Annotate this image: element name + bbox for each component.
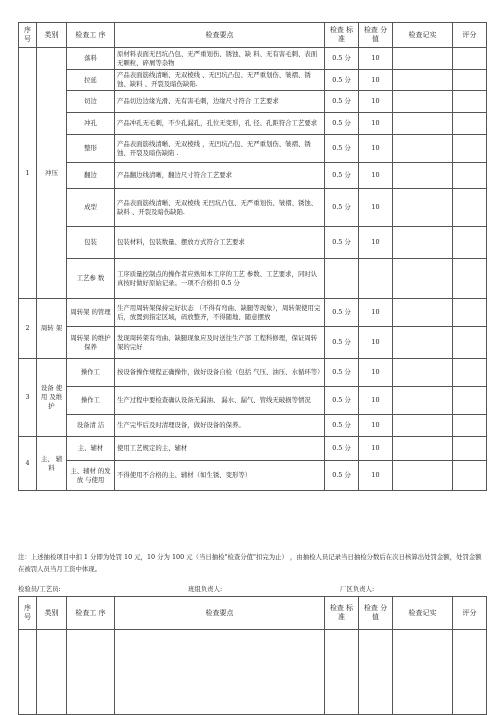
standard-cell: 0.5 分	[325, 461, 359, 491]
standard-cell: 0.5 分	[325, 299, 359, 327]
table-row	[19, 91, 487, 113]
table-row	[19, 461, 487, 491]
check-points-cell: 产品翻边线清晰，翻边尺寸符合工艺要求	[115, 163, 325, 189]
standard-cell: 0.5 分	[325, 227, 359, 259]
process-cell: 周转架 的管理	[67, 299, 115, 327]
check-points-cell: 按设备操作规程正确操作，做好设备自检（包括 气压、油压、水循环等）	[115, 359, 325, 387]
score-cell: 10	[359, 113, 393, 135]
table-row	[19, 163, 487, 189]
record-cell	[393, 113, 453, 135]
group-seq: 2	[19, 299, 37, 359]
rating-cell	[453, 163, 487, 189]
process-cell: 包装	[67, 227, 115, 259]
header-process: 检查工 序	[67, 597, 115, 630]
standard-cell: 0.5 分	[325, 327, 359, 359]
inspection-table	[18, 22, 487, 491]
group-category: 冲压	[37, 48, 67, 299]
plant-head-signature-label: 厂区负责人:	[340, 585, 375, 593]
process-cell: 工艺参 数	[67, 259, 115, 299]
record-cell	[393, 48, 453, 70]
header-seq: 序 号	[19, 597, 37, 630]
table-header-row	[19, 23, 487, 48]
score-cell: 10	[359, 437, 393, 461]
record-cell	[393, 327, 453, 359]
score-cell	[359, 259, 393, 299]
table-header-row	[19, 597, 487, 630]
record-cell	[393, 415, 453, 437]
table-row	[19, 113, 487, 135]
score-cell: 10	[359, 299, 393, 327]
score-cell: 10	[359, 327, 393, 359]
process-cell: 操作工	[67, 387, 115, 415]
rating-cell	[453, 227, 487, 259]
standard-cell: 0.5 分	[325, 70, 359, 91]
check-points-cell: 产品冲孔无毛刺，不少孔漏孔，孔位无变形，孔 径、孔距符合工艺要求	[115, 113, 325, 135]
header-seq: 序 号	[19, 23, 37, 48]
standard-cell: 0.5 分	[325, 189, 359, 227]
check-points-cell: 原材料表面无凹坑凸包、无严重划伤、锈蚀、缺 料、无有害毛刺、表面无颗粒、碎屑等杂物	[115, 48, 325, 70]
process-cell: 拉延	[67, 70, 115, 91]
process-cell: 落料	[67, 48, 115, 70]
score-cell: 10	[359, 227, 393, 259]
standard-cell: 0.5 分	[325, 48, 359, 70]
table-row	[19, 387, 487, 415]
table-row	[19, 48, 487, 70]
blank-inspection-table	[18, 596, 487, 715]
inspector-signature-label: 检验员/工艺员:	[18, 585, 61, 593]
record-cell	[393, 163, 453, 189]
record-cell	[393, 70, 453, 91]
check-points-cell: 工序质量控制点的操作者应熟知本工序的工艺 参数、工艺要求，同时认真按时做好原始记录。一项不合格扣 0.5 分	[115, 259, 325, 299]
record-cell	[393, 387, 453, 415]
table-row	[19, 189, 487, 227]
table-row	[19, 227, 487, 259]
process-cell: 整形	[67, 135, 115, 163]
rating-cell	[453, 91, 487, 113]
score-cell: 10	[359, 135, 393, 163]
process-cell: 主、辅材 的发放 与使用	[67, 461, 115, 491]
group-seq: 4	[19, 437, 37, 491]
rating-cell	[453, 135, 487, 163]
record-cell	[393, 259, 453, 299]
header-record: 检查记实	[393, 597, 453, 630]
group-category: 主、 辅料	[37, 437, 67, 491]
table-row	[19, 70, 487, 91]
table-row	[19, 415, 487, 437]
check-points-cell: 生产用周转架保持完好状态 （不得有弯曲、缺腿等现象），周转架使用完后，放置到指定区域，码放整齐，不得随地、随意摆放	[115, 299, 325, 327]
process-cell: 主、辅材	[67, 437, 115, 461]
record-cell	[393, 359, 453, 387]
rating-cell	[453, 259, 487, 299]
record-cell	[393, 227, 453, 259]
process-cell: 翻边	[67, 163, 115, 189]
team-leader-signature-label: 班组负责人:	[188, 585, 223, 593]
process-cell: 周转架 的维护 保养	[67, 327, 115, 359]
score-cell: 10	[359, 70, 393, 91]
header-score: 检查 分值	[359, 23, 393, 48]
standard-cell: 0.5 分	[325, 437, 359, 461]
table-row	[19, 437, 487, 461]
header-points: 检查要点	[115, 597, 325, 630]
header-category: 类别	[37, 23, 67, 48]
standard-cell: 0.5 分	[325, 113, 359, 135]
check-points-cell: 包装材料，包装数量、摆放方式符合工艺要求	[115, 227, 325, 259]
rating-cell	[453, 70, 487, 91]
header-score: 检查 分值	[359, 597, 393, 630]
process-cell: 操作工	[67, 359, 115, 387]
score-cell: 10	[359, 91, 393, 113]
standard-cell: 0.5 分	[325, 135, 359, 163]
standard-cell: 0.5 分	[325, 415, 359, 437]
header-points: 检查要点	[115, 23, 325, 48]
process-cell: 成型	[67, 189, 115, 227]
check-points-cell: 产品表面筋线清晰、无双棱线 无凹坑凸包、无严重划伤、皱褶、锈蚀、缺料 、开裂及暗伤缺陷.	[115, 189, 325, 227]
rating-cell	[453, 327, 487, 359]
table-row	[19, 135, 487, 163]
rating-cell	[453, 359, 487, 387]
penalty-note: 注：上述抽检项目中扣 1 分即为处罚 10 元，10 分为 100 元（当日抽检"检查分值"扣完为止） ，由抽检人员记录当日抽检分数后在次日核算出处罚金额，处罚金额在被罚人员当月工资中体现。	[18, 553, 482, 573]
check-points-cell: 使用工艺规定的主、辅材	[115, 437, 325, 461]
table-row	[19, 299, 487, 327]
rating-cell	[453, 415, 487, 437]
check-points-cell: 产品表面筋线清晰、无双棱线 、无凹坑凸包、无严重划伤、皱褶、锈蚀、缺料 、开裂及暗伤缺陷.	[115, 70, 325, 91]
check-points-cell: 发现周转架有弯曲、缺腿现象应及时送往生产部 工程科修理，保证周转架的完好	[115, 327, 325, 359]
header-rating: 评分	[453, 597, 487, 630]
header-category: 类别	[37, 597, 67, 630]
header-standard: 检查 标准	[325, 597, 359, 630]
standard-cell: 0.5 分	[325, 91, 359, 113]
table-row	[19, 359, 487, 387]
header-record: 检查记实	[393, 23, 453, 48]
record-cell	[393, 461, 453, 491]
standard-cell: 0.5 分	[325, 387, 359, 415]
record-cell	[393, 299, 453, 327]
rating-cell	[453, 113, 487, 135]
rating-cell	[453, 189, 487, 227]
header-rating: 评分	[453, 23, 487, 48]
score-cell: 10	[359, 415, 393, 437]
record-cell	[393, 135, 453, 163]
standard-cell	[325, 259, 359, 299]
record-cell	[393, 91, 453, 113]
score-cell: 10	[359, 387, 393, 415]
score-cell: 10	[359, 359, 393, 387]
blank-row	[19, 630, 487, 715]
check-points-cell: 生产过程中要检查确认设备无漏油、 漏水、漏气、管线无破损等情况	[115, 387, 325, 415]
check-points-cell: 产品表面筋线清晰、无双棱线 ，无凹坑凸包、无严重划伤、皱褶、锈蚀、开裂及暗伤缺陷 .	[115, 135, 325, 163]
process-cell: 切边	[67, 91, 115, 113]
header-process: 检查工 序	[67, 23, 115, 48]
score-cell: 10	[359, 461, 393, 491]
group-category: 设备 使用 及维 护	[37, 359, 67, 437]
process-cell: 冲孔	[67, 113, 115, 135]
rating-cell	[453, 461, 487, 491]
rating-cell	[453, 387, 487, 415]
standard-cell: 0.5 分	[325, 163, 359, 189]
record-cell	[393, 437, 453, 461]
score-cell: 10	[359, 48, 393, 70]
table-row	[19, 259, 487, 299]
rating-cell	[453, 437, 487, 461]
score-cell: 10	[359, 163, 393, 189]
rating-cell	[453, 48, 487, 70]
check-points-cell: 产品切边边缘光滑、无有害毛刺，边缘尺寸符合 工艺要求	[115, 91, 325, 113]
check-points-cell: 不得使用不合格的主、辅材（如生锈、变形等）	[115, 461, 325, 491]
score-cell: 10	[359, 189, 393, 227]
table-row	[19, 327, 487, 359]
record-cell	[393, 189, 453, 227]
group-category: 周转 架	[37, 299, 67, 359]
group-seq: 3	[19, 359, 37, 437]
rating-cell	[453, 299, 487, 327]
standard-cell: 0.5 分	[325, 359, 359, 387]
process-cell: 设备清 洁	[67, 415, 115, 437]
group-seq: 1	[19, 48, 37, 299]
header-standard: 检查 标准	[325, 23, 359, 48]
check-points-cell: 生产完毕后及时清理设备，做好设备的保养。	[115, 415, 325, 437]
